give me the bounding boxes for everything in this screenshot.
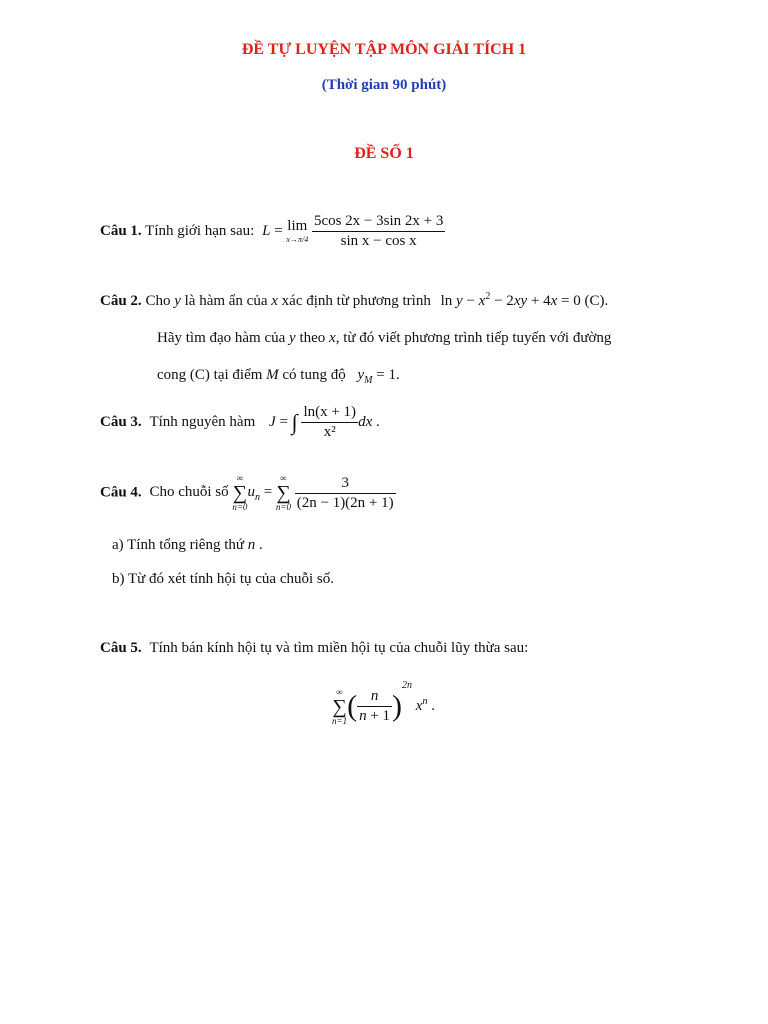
integral-numerator: ln(x + 1)	[301, 404, 358, 423]
question-5-text: Tính bán kính hội tụ và tìm miền hội tụ của chuỗi lũy thừa sau:	[149, 640, 529, 656]
power-series: ∞ ∑ n=1 ( $\frac{n}{n + 1}$ )$^{2n}$ $x^n$ .	[332, 680, 435, 726]
limit-expression: L = lim x→π/4 $\frac{5\cos 2x - 3\sin 2x + 3}{\text{sin x − cos x}}$	[262, 213, 444, 249]
question-3	[100, 404, 380, 441]
question-1-text: Tính giới hạn sau:	[145, 222, 255, 239]
series-fraction	[295, 475, 396, 512]
sum-symbol: ∞ ∑ n=1	[332, 686, 348, 726]
limit-denominator: sin x − cos x	[340, 233, 417, 249]
limit-fraction	[312, 213, 445, 250]
series-denominator: (2n − 1)(2n + 1)	[296, 494, 394, 511]
series-expression: ∞ ∑ n=0 $u_n$ = ∞ ∑ n=0 $\frac{3}{(2n - 1)(2n + 1)}$	[232, 473, 394, 512]
power-series-fraction: $\frac{n}{n + 1}$	[359, 688, 391, 725]
series-numerator: 3	[295, 475, 396, 494]
integral-denominator: x²	[323, 424, 336, 440]
question-2-line-2: Hãy tìm đạo hàm của y theo x, từ đó viết phương trình tiếp tuyến với đường	[157, 330, 612, 346]
integral-fraction	[301, 404, 358, 441]
time-limit: (Thời gian 90 phút)	[321, 77, 447, 93]
question-4-text: Cho chuỗi số	[149, 484, 229, 501]
question-5	[100, 640, 528, 657]
question-3-label: Câu 3.	[100, 413, 142, 430]
implicit-equation: $\ln y - x^2 - 2xy + 4x = 0$	[440, 291, 581, 309]
limit-numerator: 5cos 2x − 3sin 2x + 3	[312, 213, 445, 232]
question-4	[100, 474, 396, 512]
point-condition: $y_M = 1$.	[357, 367, 400, 386]
question-2-label: Câu 2.	[100, 293, 142, 309]
part-a-text: a) Tính tổng riêng thứ	[112, 537, 244, 553]
question-3-text: Tính nguyên hàm	[149, 413, 256, 430]
exam-number: ĐỀ SỐ 1	[354, 145, 414, 162]
question-4-label: Câu 4.	[100, 484, 142, 501]
sum-symbol: ∞ ∑ n=0	[232, 473, 248, 512]
question-5-label: Câu 5.	[100, 640, 142, 656]
document-title: ĐỀ TỰ LUYỆN TẬP MÔN GIẢI TÍCH 1	[241, 41, 527, 58]
question-4-part-b: b) Từ đó xét tính hội tụ của chuỗi số.	[112, 571, 334, 587]
integral-expression: J = ∫ $\frac{\ln(x + 1)}{\text{x²}}$ dx .	[269, 404, 380, 440]
question-2-line-3-end: có tung độ	[282, 367, 346, 383]
question-2-line-1: Câu 2. Cho y là hàm ẩn của x xác định từ phương trình $\ln y - x^2 - 2xy + 4x = 0$ (C).	[100, 291, 609, 309]
question-4-part-a: a) Tính tổng riêng thứ n .	[112, 537, 263, 553]
curve-label: (C).	[584, 293, 609, 309]
question-2-line-3: cong (C) tại điểm M có tung độ $y_M = 1$.	[157, 367, 400, 386]
question-1-label: Câu 1.	[100, 222, 142, 239]
limit-operator: lim x→π/4	[286, 218, 309, 244]
sum-symbol: ∞ ∑ n=0	[275, 473, 291, 512]
question-1	[100, 213, 445, 250]
